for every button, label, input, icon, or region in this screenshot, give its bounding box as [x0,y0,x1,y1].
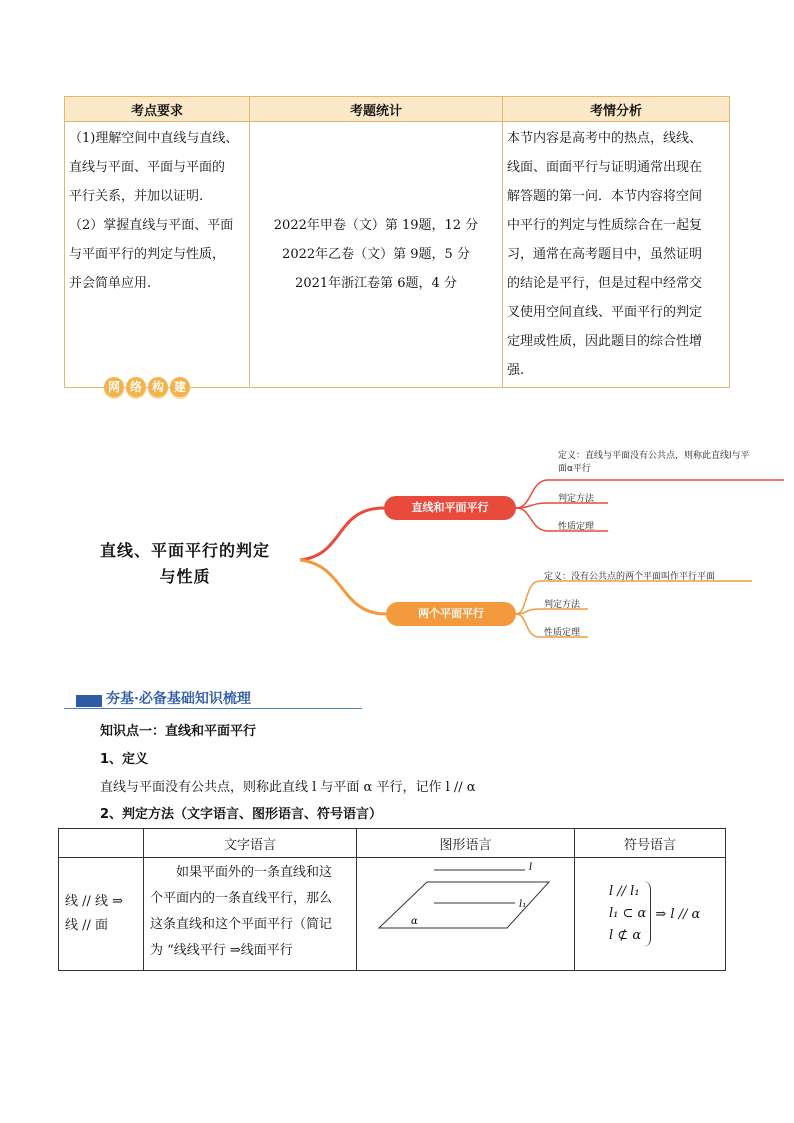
symbol-line: l ⊄ α [609,928,642,943]
row-label-line: 线 // 面 [65,918,109,933]
text-line: 为 “线线平行 ⇒线面平行 [150,943,293,958]
text-line: 与平面平行的判定与性质， [69,247,226,262]
leaf-line: 定义：直线与平面没有公共点，则称此直线l与平 [558,451,750,461]
text-line: 解答题的第一问．本节内容将空间 [507,189,703,204]
header-figure-language: 图形语言 [357,829,575,858]
definition-text: 直线与平面没有公共点，则称此直线 l 与平面 α 平行，记作 l // α [100,780,476,795]
table-header-row [59,829,726,858]
table-row [59,858,726,971]
row-label-cell [59,858,144,971]
criteria-table [58,828,726,971]
badge-char: 建 [170,377,190,397]
leaf-definition-2: 定义：没有公共点的两个平面叫作平行平面 [544,572,716,582]
text-language-cell [144,858,357,971]
header-requirements: 考点要求 [65,97,250,122]
text-line: 个平面内的一条直线平行，那么 [150,891,333,906]
text-line: 2022年乙卷（文）第 9题，5 分 [282,247,470,262]
symbol-line: l // l₁ [609,884,640,899]
section-header [64,690,362,709]
text-line: 的结论是平行，但是过程中经常交 [507,276,703,291]
badge-char: 络 [126,377,146,397]
text-line: 本节内容是高考中的热点，线线、 [507,131,703,146]
symbol-line: l₁ ⊂ α [609,906,647,921]
text-line: 2021年浙江卷第 6题，4 分 [295,276,457,291]
row-label-line: 线 // 线 ⇒ [65,894,124,909]
branch-curve-orange [300,560,386,614]
text-line: 强. [507,363,525,378]
badge-char: 构 [148,377,168,397]
badge-char: 网 [104,377,124,397]
header-analysis: 考情分析 [503,97,730,122]
text-line: 线面、面面平行与证明通常出现在 [507,160,703,175]
symbol-language-cell [575,858,726,971]
text-line: 2022年甲卷（文）第 19题，12 分 [273,218,479,233]
text-line: 定理或性质，因此题目的综合性增 [507,334,703,349]
symbol-result: ⇒ l // α [655,906,701,922]
figure-cell [357,858,575,971]
label-l: l [529,862,533,873]
header-symbol-language: 符号语言 [575,829,726,858]
branch-line-plane-parallel: 直线和平面平行 [384,496,516,520]
parallel-figure [357,858,562,966]
branch-curve-red [300,508,384,560]
method-heading: 2、判定方法（文字语言、图形语言、符号语言） [100,807,383,822]
text-line: 平行关系，并加以证明. [69,189,204,204]
leaf-theorem-2: 性质定理 [544,628,581,638]
text-line: （1)理解空间中直线与直线、 [69,131,239,146]
text-line: 这条直线和这个平面平行（简记 [150,917,333,932]
leaf-line: 面α平行 [558,464,591,474]
text-line: 叉使用空间直线、平面平行的判定 [507,305,703,320]
mindmap-root [70,538,300,590]
label-l1: l₁ [519,899,527,910]
label-alpha: α [411,916,418,927]
text-line: 并会简单应用. [69,276,152,291]
branch-plane-plane-parallel: 两个平面平行 [386,602,516,626]
leaf-method-2: 判定方法 [544,600,581,610]
leaf-method-1: 判定方法 [558,494,595,504]
root-line: 与性质 [159,567,211,586]
leaf-definition-1 [558,450,750,476]
leaf-curve-red-1 [516,480,784,508]
header-empty [59,829,144,858]
knowledge-point-title: 知识点一：直线和平面平行 [100,724,257,739]
header-text-language: 文字语言 [144,829,357,858]
text-line: 中平行的判定与性质综合在一起复 [507,218,703,233]
header-statistics: 考题统计 [250,97,503,122]
section-title: 夯基·必备基础知识梳理 [106,691,251,707]
text-line: 如果平面外的一条直线和这 [176,865,333,880]
section-marker-icon [76,695,102,707]
text-line: 直线与平面、平面与平面的 [69,160,226,175]
text-line: 习，通常在高考题目中，虽然证明 [507,247,703,262]
root-line: 直线、平面平行的判定 [99,541,270,560]
definition-heading: 1、定义 [100,752,149,767]
leaf-theorem-1: 性质定理 [558,522,595,532]
text-line: （2）掌握直线与平面、平面 [69,218,234,233]
